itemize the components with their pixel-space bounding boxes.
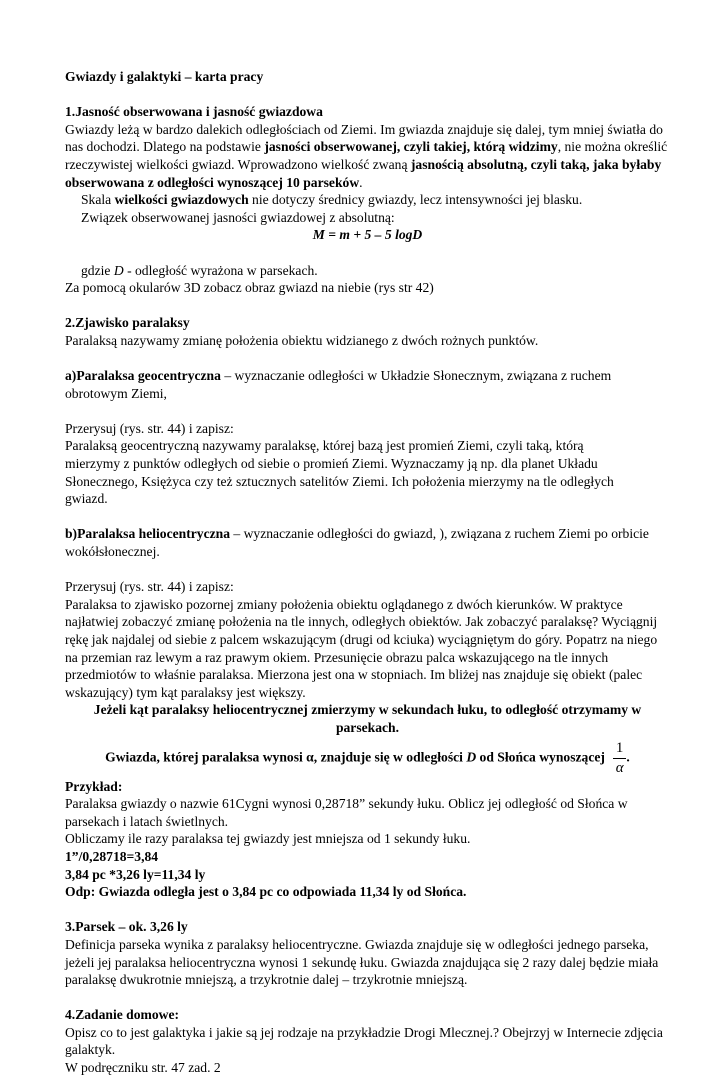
parallax-rule-1: Jeżeli kąt paralaksy heliocentrycznej zmierzymy w sekundach łuku, to odległość otrzymamy w parsekach. [93,702,642,735]
example-calc-2: 3,84 pc *3,26 ly=11,34 ly [65,866,206,882]
worksheet-title: Gwiazdy i galaktyki – karta pracy [65,69,264,84]
example-task: Paralaksa gwiazdy o nazwie 61Cygni wynosi 0,28718” sekundy łuku. Oblicz jej odległość od Słońca w parsekach i latach świetlnych. [65,796,628,829]
section-2-heading: 2.Zjawisko paralaksy [65,315,190,331]
section-3-heading: 3.Parsek – ok. 3,26 ly [65,919,188,935]
homework-reference: W podręczniku str. 47 zad. 2 [65,1060,221,1076]
example-calc-1: 1”/0,28718=3,84 [65,848,159,864]
section-1-heading: 1.Jasność obserwowana i jasność gwiazdowa [65,104,323,120]
magnitude-relation-intro: Związek obserwowanej jasności gwiazdowej z absolutną: [81,209,395,225]
homework-task: Opisz co to jest galaktyka i jakie są jej rodzaje na przykładzie Drogi Mlecznej.? Obejrzyj w Internecie zdjęcia galaktyk. [65,1024,663,1058]
geocentric-parallax-body: Paralaksą geocentryczną nazywamy paralaksę, której bazą jest promień Ziemi, czyli taką, którą mierzymy z punktów odległych od siebie o promień Ziemi. Wyznaczamy ją np. dla planet Układu Słonecznego, Księżyca czy też sztucznych satelitów Ziemi. Ich położenia mierzymy na tle odległych gwiazd. [65,438,614,507]
section-4-heading: 4.Zadanie domowe: [65,1007,180,1023]
heliocentric-parallax-body: Paralaksa to zjawisko pozornej zmiany położenia obiektu oglądanego z dwóch kierunków. W praktyce najłatwiej zobaczyć zmianę położenia na tle innych, odległych obiektów. Jak zobaczyć paralaksę? Wyciągnij rękę jak najdalej od siebie z palcem wskazującym (drugi od kciuka) wyciągniętym do góry. Popatrz na niego na przemian raz lewym a raz prawym okiem. Przesunięcie obrazu palca wskazującego na tle innych przedmiotów to właśnie paralaksa. Mierzona jest ona w stopniach. Im bliżej nas znajduje się obiekt (palec wskazujący) tym kąt paralaksy jest większy. [65,596,658,700]
example-heading: Przykład: [65,778,123,794]
example-answer: Odp: Gwiazda odległa jest o 3,84 pc co odpowiada 11,34 ly od Słońca. [65,884,467,900]
heliocentric-parallax-intro: b)Paralaksa heliocentryczna – wyznaczanie odległości do gwiazd, ), związana z ruchem Ziemi po orbicie wokółsłonecznej. [65,526,649,560]
geocentric-parallax-intro: a)Paralaksa geocentryczna – wyznaczanie odległości w Układzie Słonecznym, związana z ruchem obrotowym Ziemi, [65,368,612,401]
distance-fraction: $\frac{1}{\alpha}$ [613,739,627,778]
parallax-rule-2: Gwiazda, której paralaksa wynosi α, znajduje się w odległości D od Słońca wynoszącej $\frac{1}{\alpha}$ . [105,739,630,776]
geocentric-draw-instruction: Przerysuj (rys. str. 44) i zapisz: [65,420,234,436]
magnitude-scale-note: Skala wielkości gwiazdowych nie dotyczy średnicy gwiazdy, lecz intensywności jej blasku. [81,192,583,208]
formula-variable-note: gdzie D - odległość wyrażona w parsekach. [81,262,318,278]
parallax-definition: Paralaksą nazywamy zmianę położenia obiektu widzianego z dwóch rożnych punktów. [65,332,539,348]
worksheet-page [65,68,670,1077]
section-1-paragraph: Gwiazdy leżą w bardzo dalekich odległościach od Ziemi. Im gwiazda znajduje się dalej, tym mniej światła do nas dochodzi. Dlatego na podstawie jasności obserwowanej, czyli takiej, którą widzimy, nie można określić rzeczywistej wielkości gwiazd. Wprowadzono wielkość zwaną jasnością absolutną, czyli taką, jaka byłaby obserwowana z odległości wynoszącej 10 parseków. [65,121,668,190]
heliocentric-draw-instruction: Przerysuj (rys. str. 44) i zapisz: [65,579,234,595]
parsec-definition: Definicja parseka wynika z paralaksy heliocentryczne. Gwiazda znajduje się w odległości jednego parseka, jeżeli jej paralaksa heliocentryczna wynosi 1 sekundę łuku. Gwiazda znajdująca się 2 razy dalej będzie miała paralaksę dwukrotnie mniejszą, a trzykrotnie dalej – trzykrotnie mniejszą. [65,936,659,988]
example-step-text: Obliczamy ile razy paralaksa tej gwiazdy jest mniejsza od 1 sekundy łuku. [65,831,471,847]
magnitude-formula: M = m + 5 – 5 logD [312,227,423,243]
3d-glasses-note: Za pomocą okularów 3D zobacz obraz gwiazd na niebie (rys str 42) [65,280,434,296]
